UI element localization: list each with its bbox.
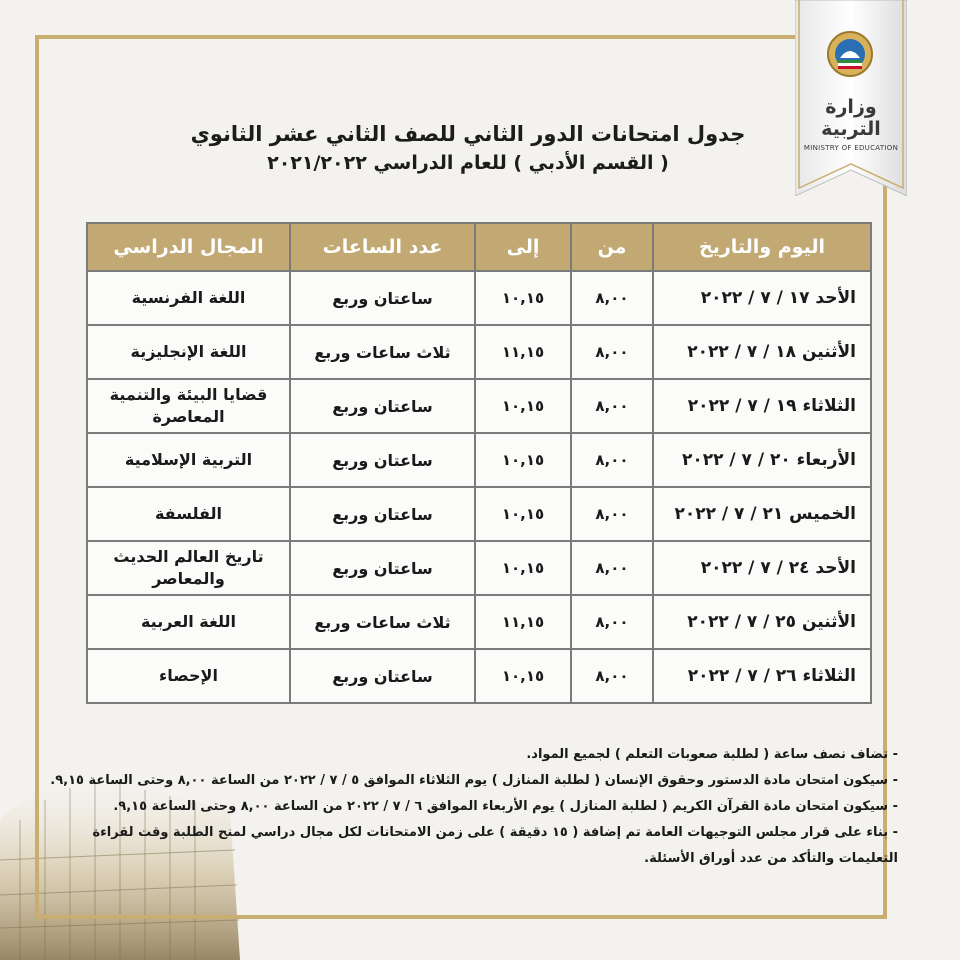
cell-day: الأثنين ١٨ / ٧ / ٢٠٢٢ xyxy=(653,325,871,379)
cell-from: ٨,٠٠ xyxy=(571,325,653,379)
cell-from: ٨,٠٠ xyxy=(571,379,653,433)
cell-hours: ثلاث ساعات وربع xyxy=(290,325,475,379)
cell-to: ١٠,١٥ xyxy=(475,379,571,433)
page-title xyxy=(188,122,748,174)
cell-from: ٨,٠٠ xyxy=(571,595,653,649)
table-row xyxy=(87,595,871,649)
table-row xyxy=(87,433,871,487)
ministry-emblem-icon xyxy=(826,30,874,78)
cell-subject: اللغة الفرنسية xyxy=(87,271,290,325)
cell-hours: ساعتان وربع xyxy=(290,649,475,703)
header-hours: عدد الساعات xyxy=(290,223,475,271)
table-row xyxy=(87,271,871,325)
cell-from: ٨,٠٠ xyxy=(571,487,653,541)
ministry-name-english: MINISTRY OF EDUCATION xyxy=(803,144,899,152)
cell-day: الثلاثاء ١٩ / ٧ / ٢٠٢٢ xyxy=(653,379,871,433)
cell-from: ٨,٠٠ xyxy=(571,649,653,703)
header-from: من xyxy=(571,223,653,271)
table-header-row xyxy=(87,223,871,271)
header-day-date: اليوم والتاريخ xyxy=(653,223,871,271)
table-row xyxy=(87,487,871,541)
cell-hours: ساعتان وربع xyxy=(290,541,475,595)
cell-day: الأثنين ٢٥ / ٧ / ٢٠٢٢ xyxy=(653,595,871,649)
note-item: - سيكون امتحان مادة القرآن الكريم ( لطلبة المنازل ) يوم الأربعاء الموافق ٦ / ٧ / ٢٠٢٢ من الساعة ٨,٠٠ وحتى الساعة ٩,١٥. xyxy=(113,799,898,814)
cell-subject: تاريخ العالم الحديث والمعاصر xyxy=(87,541,290,595)
cell-from: ٨,٠٠ xyxy=(571,541,653,595)
cell-subject: التربية الإسلامية xyxy=(87,433,290,487)
note-item: - سيكون امتحان مادة الدستور وحقوق الإنسان ( لطلبة المنازل ) يوم الثلاثاء الموافق ٥ / ٧ / ٢٠٢٢ من الساعة ٨,٠٠ وحتى الساعة ٩,١٥. xyxy=(50,773,898,788)
cell-to: ١٠,١٥ xyxy=(475,271,571,325)
cell-day: الأربعاء ٢٠ / ٧ / ٢٠٢٢ xyxy=(653,433,871,487)
note-item: - بناء على قرار مجلس التوجيهات العامة تم إضافة ( ١٥ دقيقة ) على زمن الامتحانات لكل مجال دراسي لمنح الطلبة وقت لقراءة التعليمات والتأكد من عدد أوراق الأسئلة. xyxy=(92,825,898,866)
cell-day: الأحد ٢٤ / ٧ / ٢٠٢٢ xyxy=(653,541,871,595)
cell-from: ٨,٠٠ xyxy=(571,433,653,487)
cell-day: الخميس ٢١ / ٧ / ٢٠٢٢ xyxy=(653,487,871,541)
note-item: - تضاف نصف ساعة ( لطلبة صعوبات التعلم ) لجميع المواد. xyxy=(526,747,898,762)
header-subject: المجال الدراسي xyxy=(87,223,290,271)
cell-to: ١٠,١٥ xyxy=(475,541,571,595)
cell-to: ١٠,١٥ xyxy=(475,433,571,487)
table-row xyxy=(87,325,871,379)
cell-subject: اللغة العربية xyxy=(87,595,290,649)
cell-subject: الإحصاء xyxy=(87,649,290,703)
ministry-name-arabic: وزارة التربية xyxy=(821,96,881,140)
cell-to: ١٠,١٥ xyxy=(475,649,571,703)
cell-hours: ساعتان وربع xyxy=(290,379,475,433)
cell-day: الثلاثاء ٢٦ / ٧ / ٢٠٢٢ xyxy=(653,649,871,703)
cell-subject: اللغة الإنجليزية xyxy=(87,325,290,379)
cell-hours: ساعتان وربع xyxy=(290,433,475,487)
table-row xyxy=(87,649,871,703)
cell-subject: قضايا البيئة والتنمية المعاصرة xyxy=(87,379,290,433)
cell-to: ١٠,١٥ xyxy=(475,487,571,541)
title-line-1: جدول امتحانات الدور الثاني للصف الثاني عشر الثانوي xyxy=(190,122,746,146)
cell-hours: ساعتان وربع xyxy=(290,271,475,325)
header-to: إلى xyxy=(475,223,571,271)
table-row xyxy=(87,541,871,595)
cell-to: ١١,١٥ xyxy=(475,325,571,379)
exam-schedule-table xyxy=(86,222,872,704)
cell-to: ١١,١٥ xyxy=(475,595,571,649)
cell-hours: ساعتان وربع xyxy=(290,487,475,541)
ministry-label xyxy=(795,96,907,152)
cell-from: ٨,٠٠ xyxy=(571,271,653,325)
cell-day: الأحد ١٧ / ٧ / ٢٠٢٢ xyxy=(653,271,871,325)
title-line-2: ( القسم الأدبي ) للعام الدراسي ٢٠٢١/٢٠٢٢ xyxy=(267,152,669,174)
cell-hours: ثلاث ساعات وربع xyxy=(290,595,475,649)
notes-section xyxy=(38,742,898,872)
table-row xyxy=(87,379,871,433)
cell-subject: الفلسفة xyxy=(87,487,290,541)
